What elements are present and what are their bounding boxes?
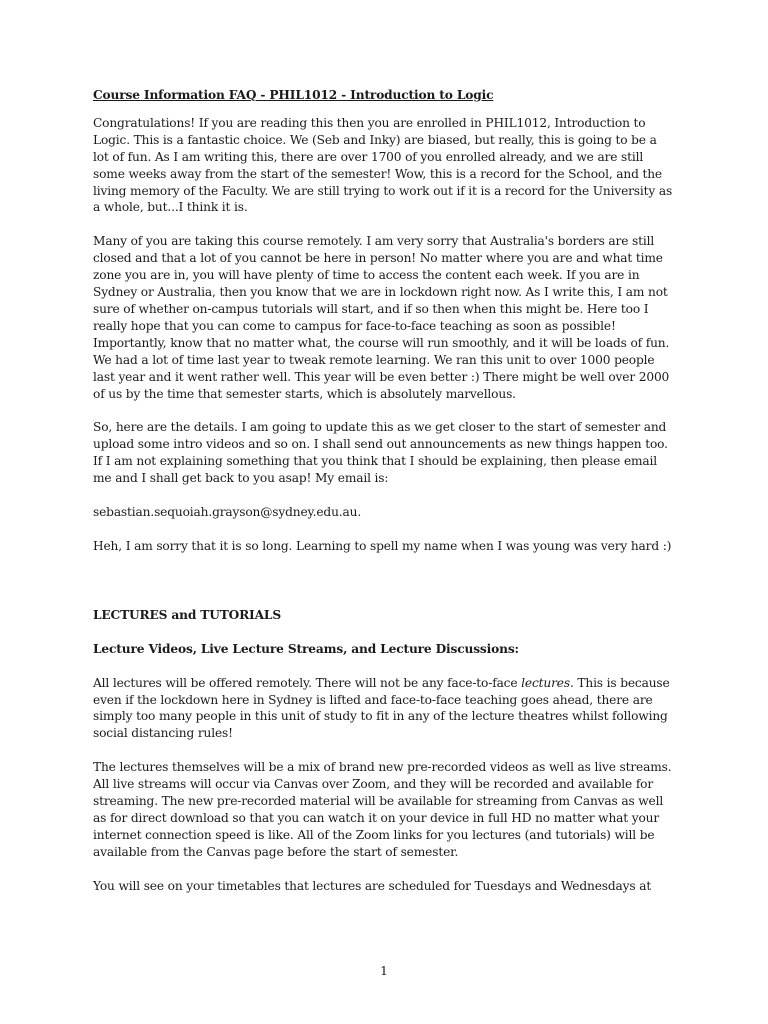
lectures-emphasis: lectures	[521, 675, 570, 690]
intro-paragraph-3: So, here are the details. I am going to update this as we get closer to the start of semester and upload some intro videos and so on. I shall send out announcements as new things happen too. If I am not explaining something that you think that I should be explaining, then please email me and I shall get back to you asap! My email is:	[93, 420, 668, 486]
page-number: 1	[380, 964, 388, 978]
lectures-paragraph-1	[93, 675, 675, 743]
contact-email: sebastian.sequoiah.grayson@sydney.edu.au.	[93, 505, 362, 520]
lectures-paragraph-1-end: . This is because even if the lockdown here in Sydney is lifted and face-to-face teaching goes ahead, there are simply too many people in this unit of study to fit in any of the lecture theatres whilst following social distancing rules!	[93, 675, 670, 741]
lectures-paragraph-2: The lectures themselves will be a mix of brand new pre-recorded videos as well as live streams. All live streams will occur via Canvas over Zoom, and they will be recorded and available for streaming. The new pre-recorded material will be available for streaming from Canvas as well as for direct download so that you can watch it on your device in full HD no matter what your internet connection speed is like. All of the Zoom links for you lectures (and tutorials) will be available from the Canvas page before the start of semester.	[93, 760, 672, 859]
closing-note: Heh, I am sorry that it is so long. Learning to spell my name when I was young was very hard :)	[93, 538, 672, 553]
subsection-heading: Lecture Videos, Live Lecture Streams, and Lecture Discussions:	[93, 641, 519, 656]
lectures-paragraph-3: You will see on your timetables that lectures are scheduled for Tuesdays and Wednesdays at	[93, 878, 652, 893]
section-heading: LECTURES and TUTORIALS	[93, 607, 281, 622]
intro-paragraph-1: Congratulations! If you are reading this then you are enrolled in PHIL1012, Introduction to Logic. This is a fantastic choice. We (Seb and Inky) are biased, but really, this is going to be a lot of fun. As I am writing this, there are over 1700 of you enrolled already, and we are still some weeks away from the start of the semester! Wow, this is a record for the School, and the living memory of the Faculty. We are still trying to work out if it is a record for the University as a whole, but...I think it is.	[93, 115, 673, 215]
document-title: Course Information FAQ - PHIL1012 - Introduction to Logic	[93, 88, 494, 102]
intro-paragraph-2: Many of you are taking this course remotely. I am very sorry that Australia's borders are still closed and that a lot of you cannot be here in person! No matter where you are and what time zone you are in, you will have plenty of time to access the content each week. If you are in Sydney or Australia, then you know that we are in lockdown right now. As I write this, I am not sure of whether on-campus tutorials will start, and if so then when this might be. Here too I really hope that you can come to campus for face-to-face teaching as soon as possible! Importantly, know that no matter what, the course will run smoothly, and it will be loads of fun. We had a lot of time last year to tweak remote learning. We ran this unit to over 1000 people last year and it went rather well. This year will be even better :) There might be well over 2000 of us by the time that semester starts, which is absolutely marvellous.	[93, 234, 670, 401]
document-page	[93, 87, 675, 912]
lectures-paragraph-1-start: All lectures will be offered remotely. There will not be any face-to-face	[93, 675, 522, 690]
